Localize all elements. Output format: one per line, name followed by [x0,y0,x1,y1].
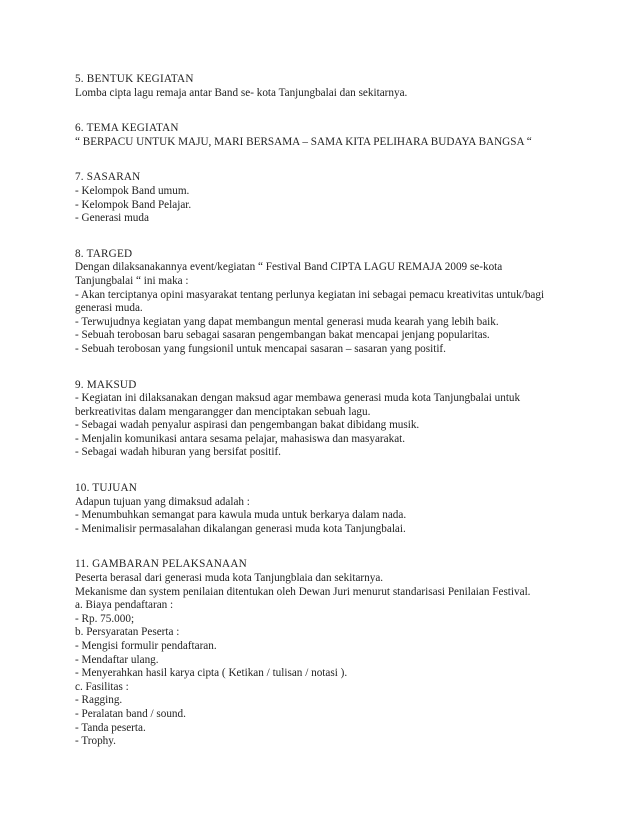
body-line: - Menjalin komunikasi antara sesama pelajar, mahasiswa dan masyarakat. [75,432,406,445]
body-line: - Sebuah terobosan yang fungsionil untuk mencapai sasaran – sasaran yang positif. [75,342,446,355]
section-sasaran [75,171,575,225]
section-heading: 6. TEMA KEGIATAN [75,122,179,135]
section-heading: 10. TUJUAN [75,482,138,495]
body-line: - Rp. 75.000; [75,612,135,625]
body-line: - Sebagai wadah penyalur aspirasi dan pengembangan bakat dibidang musik. [75,419,420,432]
document-page [75,73,575,771]
section-heading: 7. SASARAN [75,171,141,184]
section-heading: 11. GAMBARAN PELAKSANAAN [75,558,247,571]
body-line: Lomba cipta lagu remaja antar Band se- kota Tanjungbalai dan sekitarnya. [75,86,408,99]
body-line: - Kelompok Band Pelajar. [75,198,192,211]
section-bentuk-kegiatan [75,73,575,100]
body-line: Tanjungbalai “ ini maka : [75,274,189,287]
section-heading: 9. MAKSUD [75,378,137,391]
body-line: - Trophy. [75,735,116,748]
body-line: generasi muda. [75,302,143,315]
section-heading: 5. BENTUK KEGIATAN [75,73,194,85]
section-heading: 8. TARGED [75,247,133,260]
body-line: Adapun tujuan yang dimaksud adalah : [75,495,250,508]
body-line: - Sebagai wadah hiburan yang bersifat positif. [75,446,281,459]
body-line: - Mendaftar ulang. [75,653,159,666]
body-line: berkreativitas dalam mengarangger dan menciptakan sebuah lagu. [75,405,371,418]
body-line: Dengan dilaksanakannya event/kegiatan “ Festival Band CIPTA LAGU REMAJA 2009 se-kota [75,261,503,274]
section-tema-kegiatan [75,122,575,149]
body-line: - Mengisi formulir pendaftaran. [75,640,217,652]
body-line: - Generasi muda [75,212,149,225]
body-line: Peserta berasal dari generasi muda kota Tanjungblaia dan sekitarnya. [75,572,384,585]
body-line: - Akan terciptanya opini masyarakat tentang perlunya kegiatan ini sebagai pemacu kreativitas untuk/bagi [75,288,545,301]
body-line: - Kegiatan ini dilaksanakan dengan maksud agar membawa generasi muda kota Tanjungbalai untuk [75,392,521,405]
body-line: a. Biaya pendaftaran : [75,599,174,612]
body-line: - Menimalisir permasalahan dikalangan generasi muda kota Tanjungbalai. [75,522,406,535]
body-line: b. Persyaratan Peserta : [75,626,180,639]
body-line: - Sebuah terobosan baru sebagai sasaran pengembangan bakat mencapai jenjang popularitas. [75,329,490,342]
body-line: - Ragging. [75,694,123,707]
section-gambaran-pelaksanaan [75,558,575,748]
section-targed [75,248,575,357]
section-maksud [75,379,575,461]
body-line: - Kelompok Band umum. [75,184,190,197]
body-line: “ BERPACU UNTUK MAJU, MARI BERSAMA – SAMA KITA PELIHARA BUDAYA BANGSA “ [75,135,532,148]
body-line: - Terwujudnya kegiatan yang dapat membangun mental generasi muda kearah yang lebih baik. [75,315,499,328]
section-tujuan [75,482,575,536]
body-line: Mekanisme dan system penilaian ditentukan oleh Dewan Juri menurut standarisasi Penilaian Festival. [75,585,531,598]
body-line: - Menumbuhkan semangat para kawula muda untuk berkarya dalam nada. [75,509,407,522]
body-line: c. Fasilitas : [75,680,129,693]
body-line: - Tanda peserta. [75,721,146,734]
body-line: - Peralatan band / sound. [75,707,186,720]
body-line: - Menyerahkan hasil karya cipta ( Ketikan / tulisan / notasi ). [75,667,348,680]
